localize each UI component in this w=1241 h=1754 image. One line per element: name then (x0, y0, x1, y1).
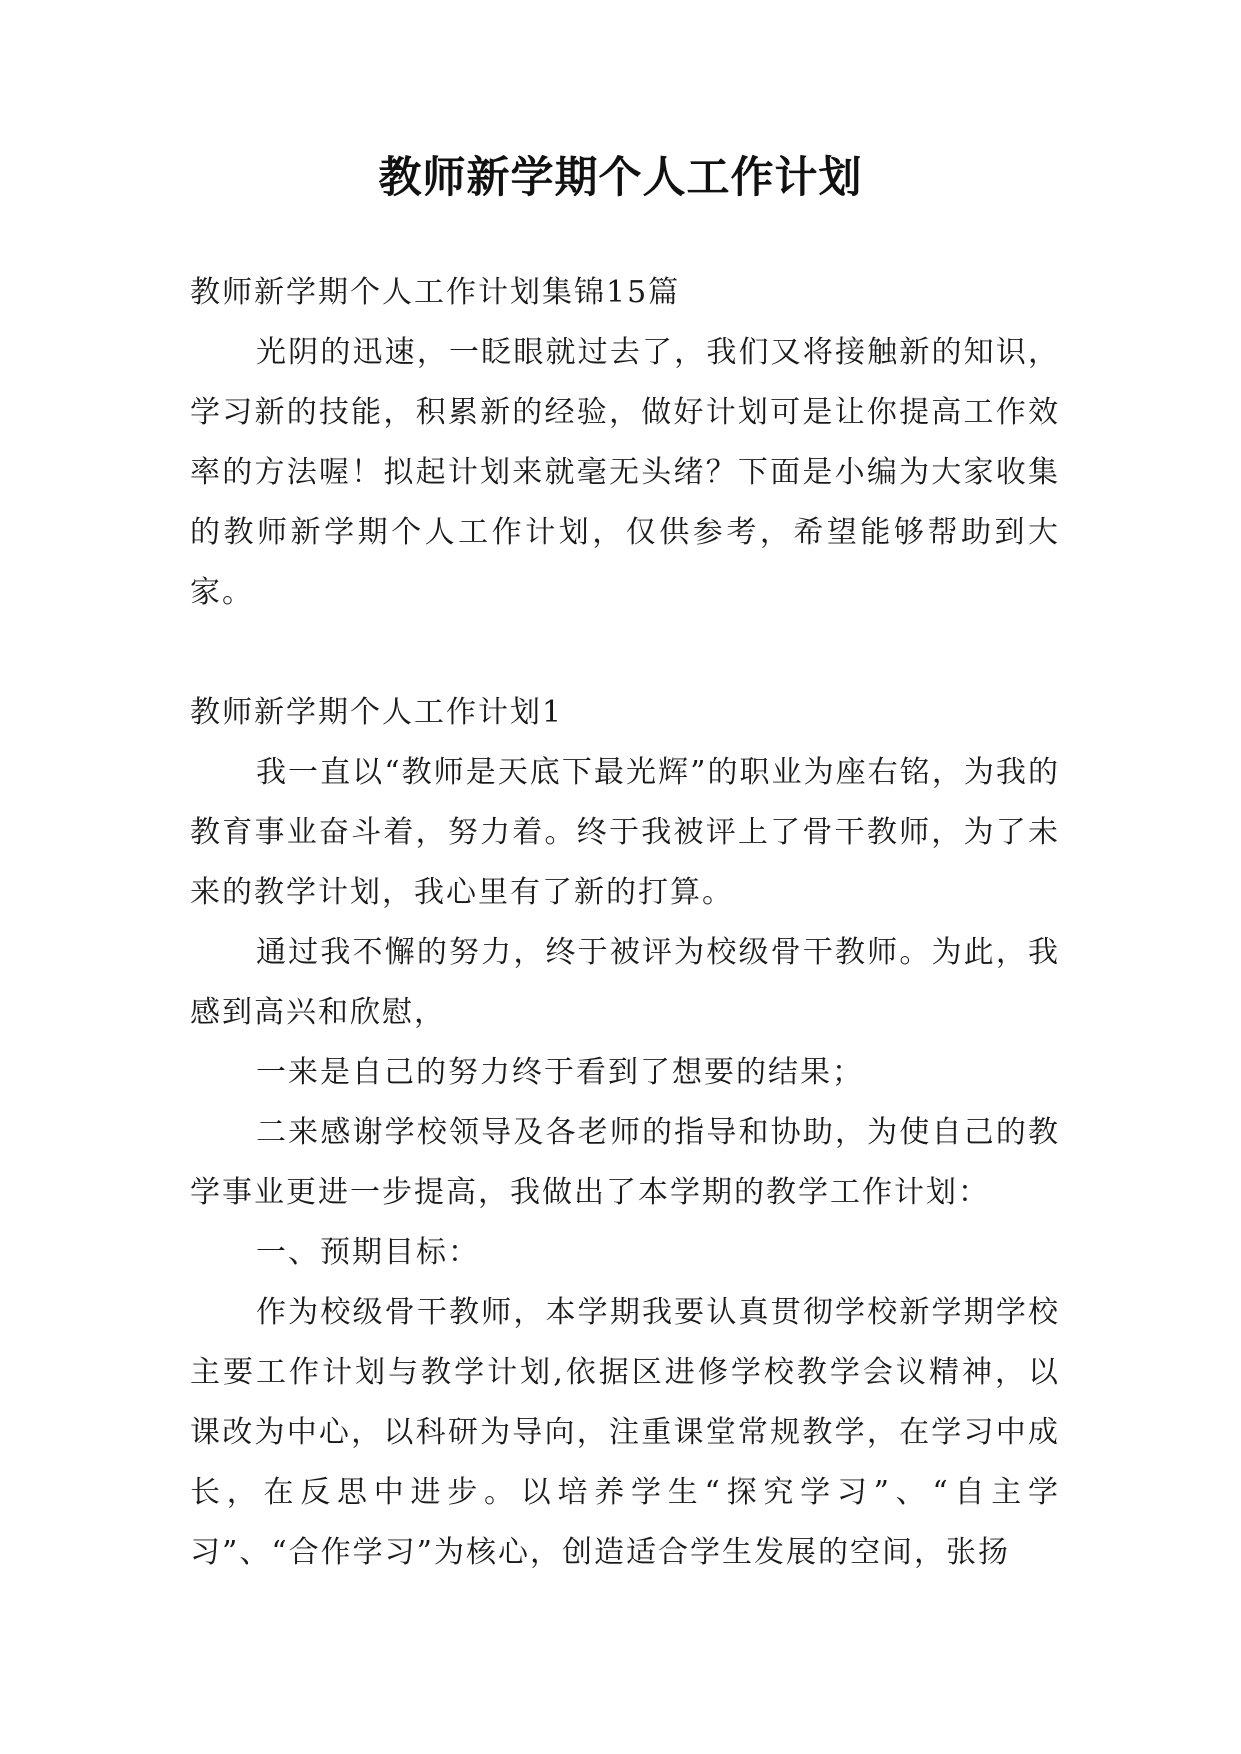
document-subtitle: 教师新学期个人工作计划集锦15篇 (190, 275, 681, 310)
paragraph-spacer (190, 623, 1060, 683)
body-paragraph: 二来感谢学校领导及各老师的指导和协助，为使自己的教学事业更进一步提高，我做出了本学期的教学工作计划： (190, 1115, 1060, 1210)
intro-paragraph: 光阴的迅速，一眨眼就过去了，我们又将接触新的知识，学习新的技能，积累新的经验，做好计划可是让你提高工作效率的方法喔！拟起计划来就毫无头绪？下面是小编为大家收集的教师新学期个人工作计划，仅供参考，希望能够帮助到大家。 (190, 335, 1060, 610)
document-title: 教师新学期个人工作计划 (378, 153, 863, 203)
body-paragraph: 一来是自己的努力终于看到了想要的结果； (256, 1055, 864, 1090)
section-heading: 教师新学期个人工作计划1 (190, 695, 564, 730)
list-heading: 一、预期目标： (256, 1235, 480, 1270)
body-paragraph: 我一直以“教师是天底下最光辉”的职业为座右铭，为我的教育事业奋斗着，努力着。终于我被评上了骨干教师，为了未来的教学计划，我心里有了新的打算。 (190, 755, 1060, 910)
body-paragraph: 作为校级骨干教师，本学期我要认真贯彻学校新学期学校主要工作计划与教学计划,依据区进修学校教学会议精神，以课改为中心，以科研为导向，注重课堂常规教学，在学习中成长，在反思中进步。以培养学生“探究学习”、“自主学习”、“合作学习”为核心，创造适合学生发展的空间，张扬 (190, 1295, 1060, 1570)
document-body (190, 263, 1060, 1583)
body-paragraph: 通过我不懈的努力，终于被评为校级骨干教师。为此，我感到高兴和欣慰， (190, 935, 1060, 1030)
